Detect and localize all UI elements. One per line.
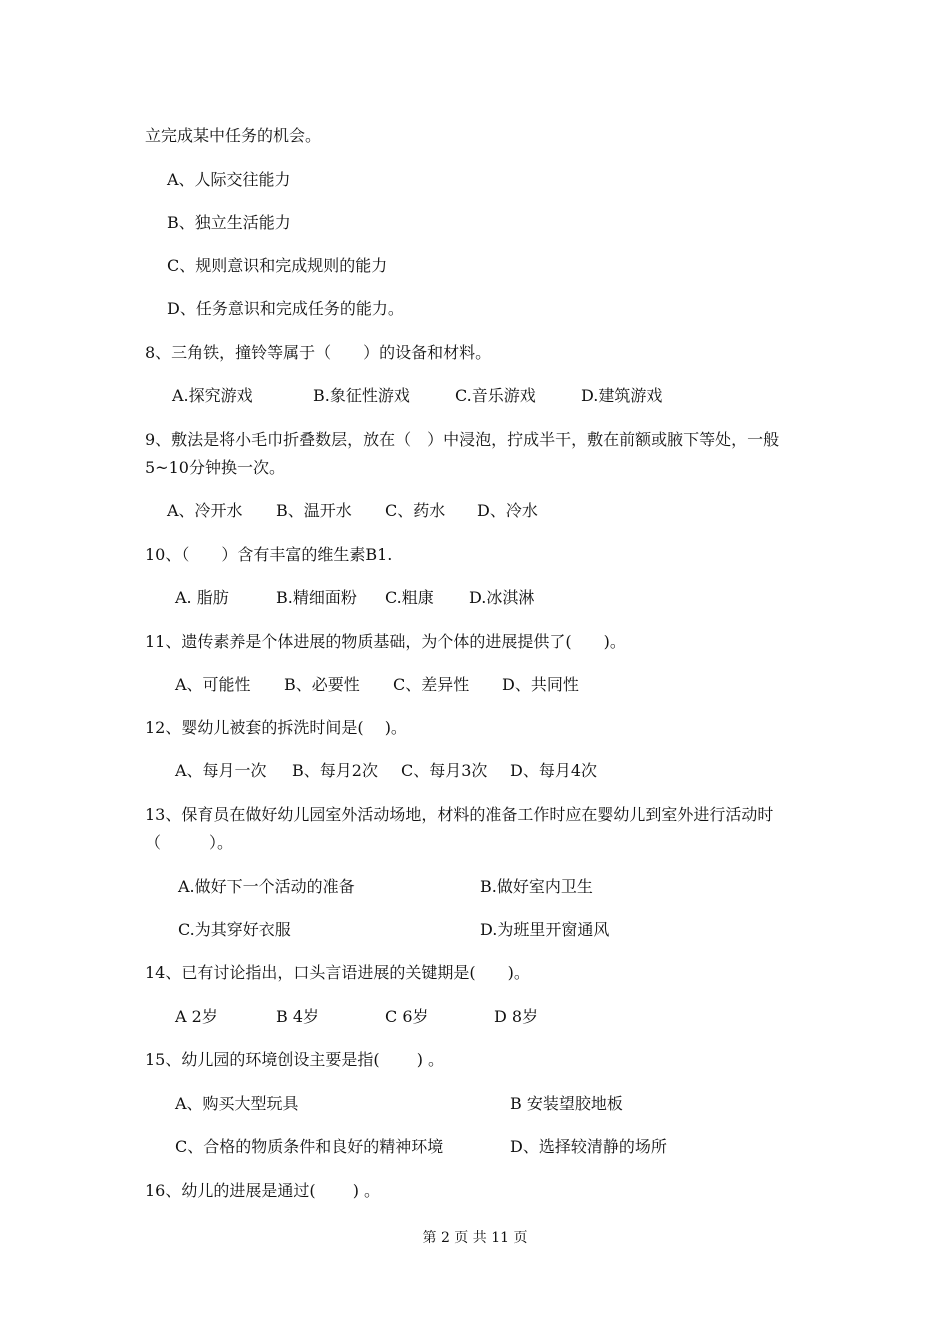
q10-option-a: A. 脂肪	[175, 588, 229, 607]
intro-text: 立完成某中任务的机会。	[145, 126, 322, 145]
q8-option-d: D.建筑游戏	[581, 386, 663, 405]
q12-option-d: D、每月4次	[510, 761, 598, 780]
q11-option-a: A、可能性	[175, 675, 251, 694]
q9-option-a: A、冷开水	[167, 501, 243, 520]
q14-option-d: D 8岁	[494, 1007, 539, 1026]
q8-option-b: B.象征性游戏	[313, 386, 410, 405]
question-9-line-2: 5~10分钟换一次。	[145, 458, 285, 477]
question-10: 10、（ ）含有丰富的维生素B1.	[145, 545, 393, 564]
q10-option-d: D.冰淇淋	[469, 588, 535, 607]
q12-option-b: B、每月2次	[292, 761, 378, 780]
question-16: 16、幼儿的进展是通过( ) 。	[145, 1181, 381, 1200]
q9-option-b: B、温开水	[276, 501, 352, 520]
question-8: 8、三角铁，撞铃等属于（ ）的设备和材料。	[145, 343, 492, 362]
page-number-footer: 第 2 页 共 11 页	[422, 1230, 528, 1246]
q13-option-a: A.做好下一个活动的准备	[178, 877, 355, 896]
question-12: 12、婴幼儿被套的拆洗时间是( )。	[145, 718, 407, 737]
q9-option-c: C、药水	[385, 501, 446, 520]
q14-option-b: B 4岁	[276, 1007, 320, 1026]
q7-option-b: B、独立生活能力	[167, 213, 291, 232]
question-13-line-2: （ ）。	[145, 833, 234, 852]
q9-option-d: D、冷水	[477, 501, 538, 520]
question-13-line-1: 13、保育员在做好幼儿园室外活动场地，材料的准备工作时应在婴幼儿到室外进行活动时	[145, 805, 774, 824]
q13-option-d: D.为班里开窗通风	[480, 920, 610, 939]
q13-option-c: C.为其穿好衣服	[178, 920, 291, 939]
q11-option-b: B、必要性	[284, 675, 360, 694]
q7-option-c: C、规则意识和完成规则的能力	[167, 256, 388, 275]
q10-option-b: B.精细面粉	[276, 588, 357, 607]
q11-option-d: D、共同性	[502, 675, 579, 694]
q15-option-a: A、购买大型玩具	[175, 1094, 299, 1113]
q12-option-c: C、每月3次	[401, 761, 488, 780]
q11-option-c: C、差异性	[393, 675, 470, 694]
q14-option-c: C 6岁	[385, 1007, 429, 1026]
q14-option-a: A 2岁	[175, 1007, 218, 1026]
q15-option-c: C、合格的物质条件和良好的精神环境	[175, 1137, 444, 1156]
question-14: 14、已有讨论指出，口头言语进展的关键期是( )。	[145, 963, 530, 982]
q7-option-a: A、人际交往能力	[167, 170, 291, 189]
q13-option-b: B.做好室内卫生	[480, 877, 593, 896]
q12-option-a: A、每月一次	[175, 761, 267, 780]
question-9-line-1: 9、敷法是将小毛巾折叠数层，放在（ ）中浸泡，拧成半干，敷在前额或腋下等处，一般	[145, 430, 780, 449]
question-15: 15、幼儿园的环境创设主要是指( ) 。	[145, 1050, 445, 1069]
q10-option-c: C.粗康	[385, 588, 434, 607]
question-11: 11、遗传素养是个体进展的物质基础，为个体的进展提供了( )。	[145, 632, 626, 651]
q8-option-a: A.探究游戏	[172, 386, 253, 405]
q8-option-c: C.音乐游戏	[455, 386, 536, 405]
q15-option-d: D、选择较清静的场所	[510, 1137, 667, 1156]
q15-option-b: B 安装望胶地板	[510, 1094, 623, 1113]
q7-option-d: D、任务意识和完成任务的能力。	[167, 299, 404, 318]
